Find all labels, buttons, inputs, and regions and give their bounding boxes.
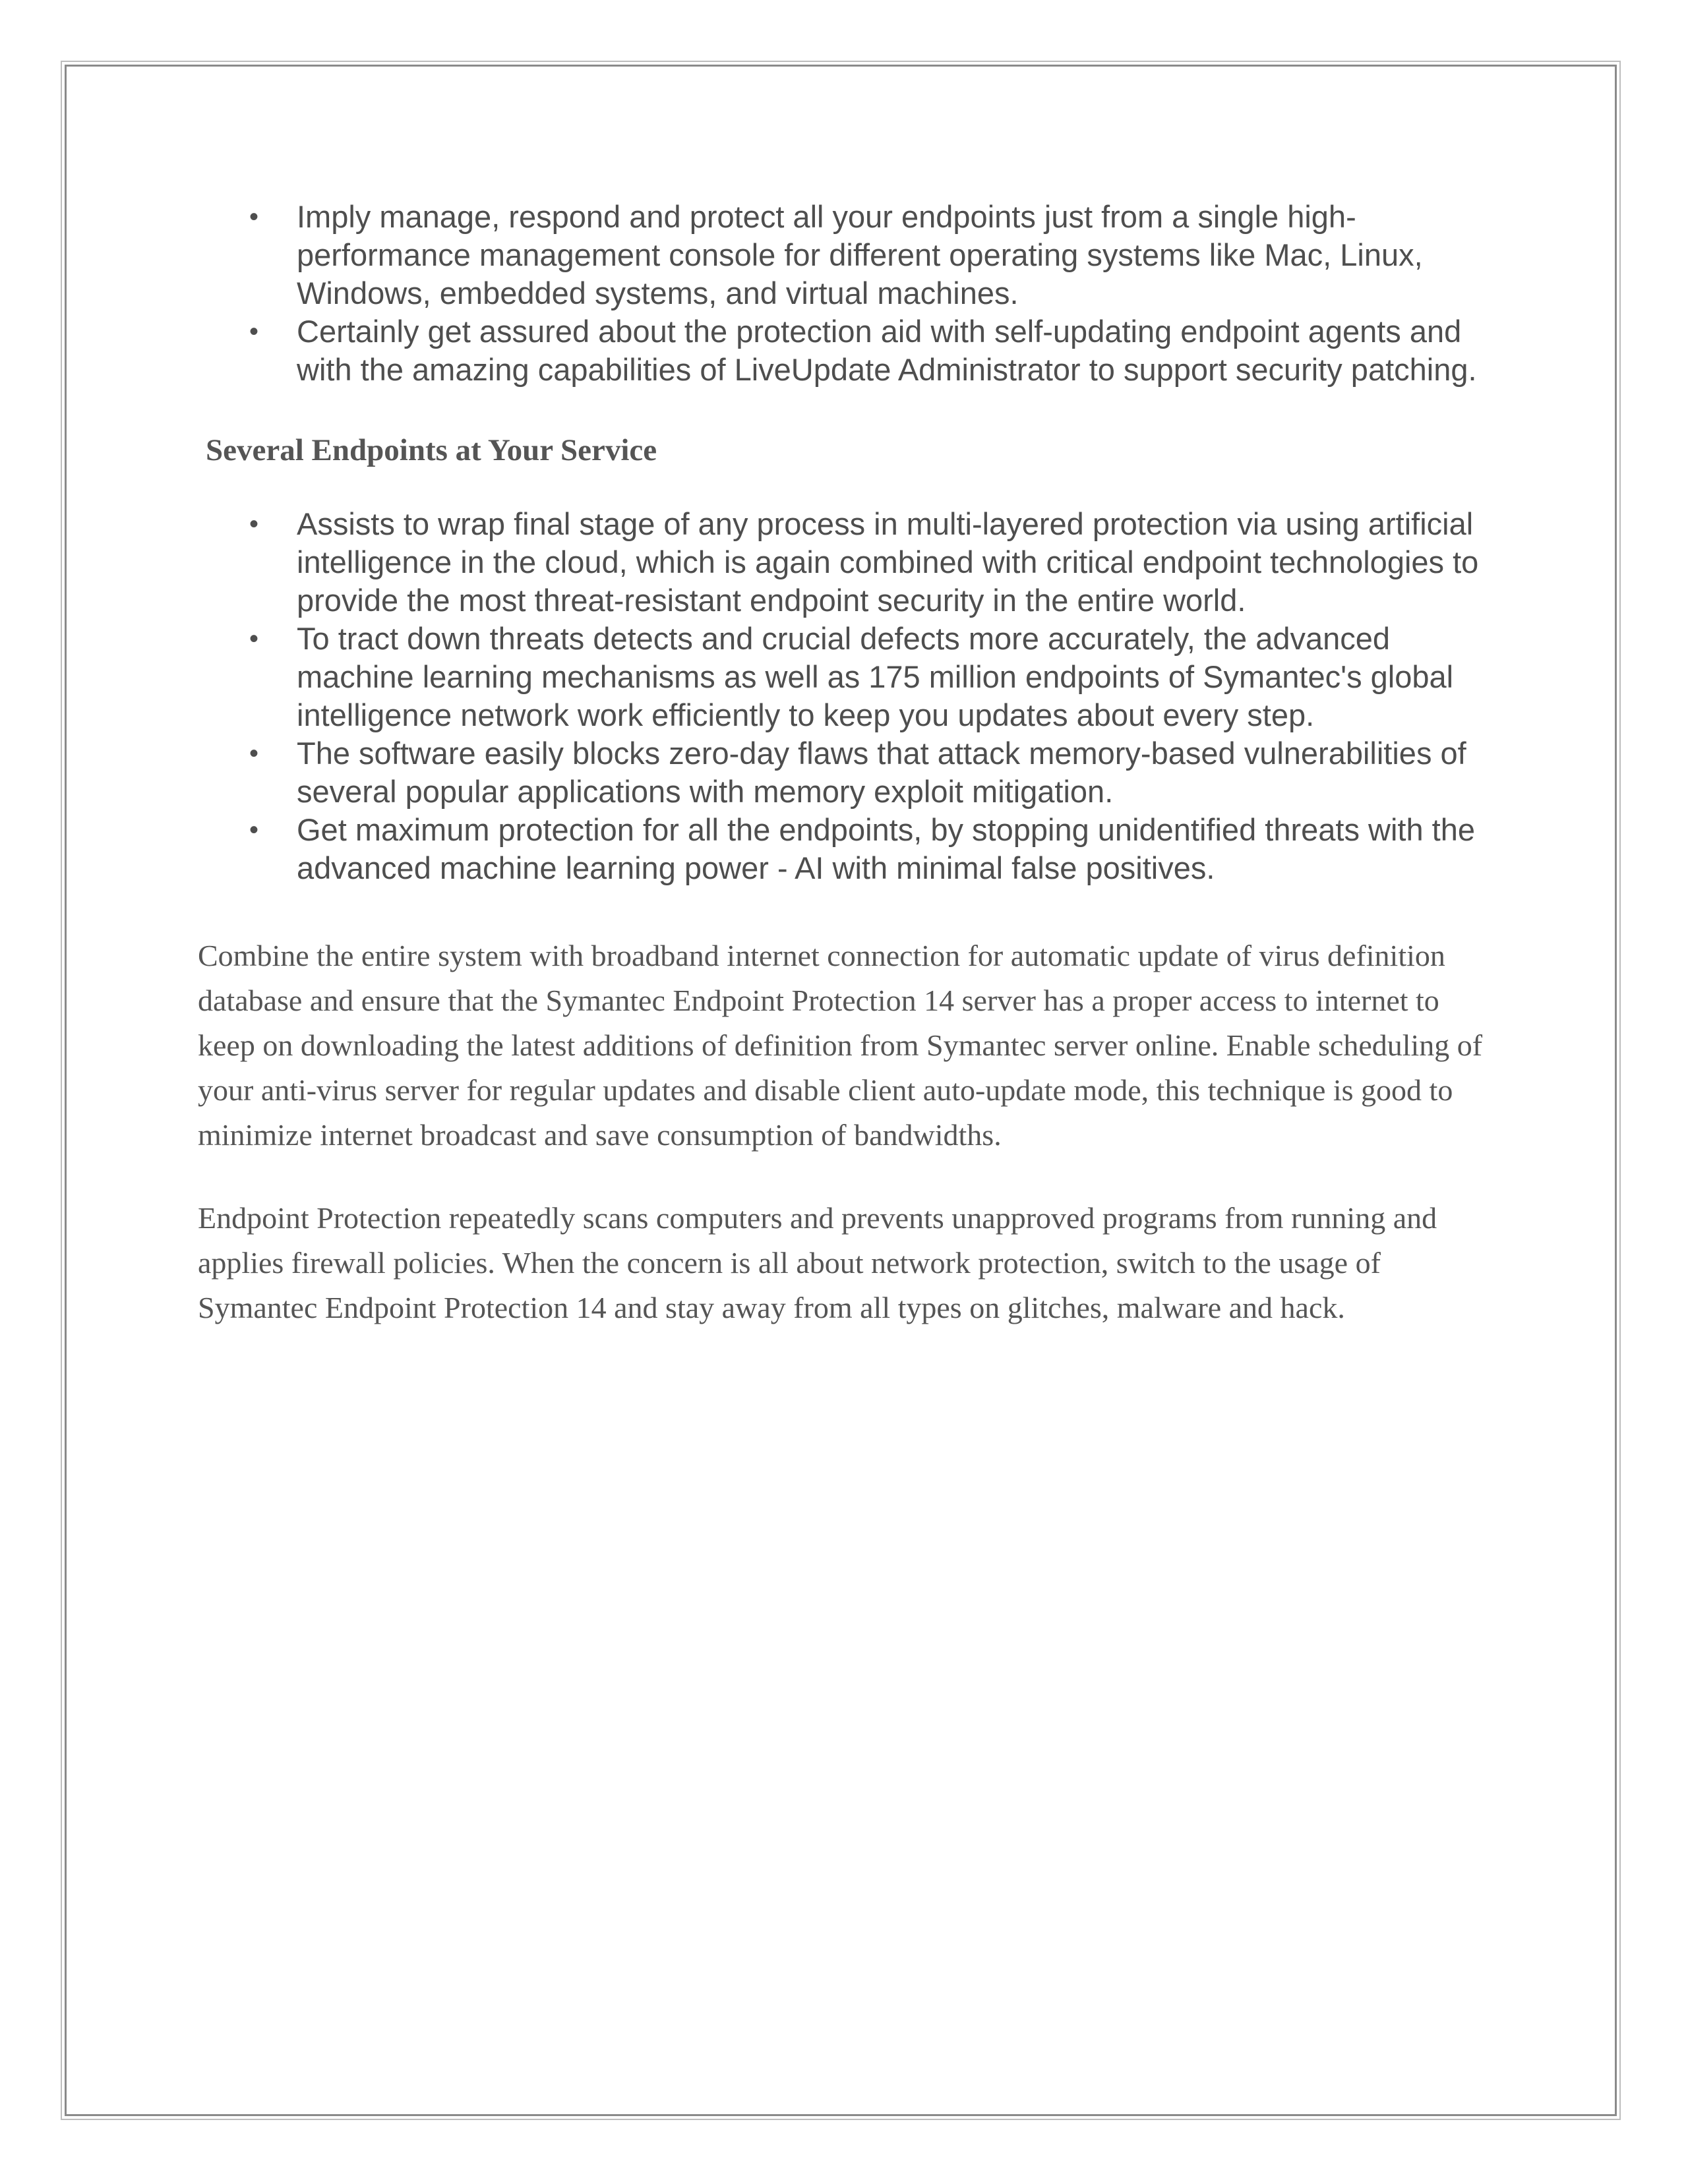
bullet-icon: •	[249, 510, 259, 539]
bullet-icon: •	[249, 202, 259, 231]
bullet-icon: •	[249, 739, 259, 768]
list-item	[198, 312, 1503, 389]
list-item-text: The software easily blocks zero-day flaws that attack memory-based vulnerabilities of several popular applications with memory exploit mitigation.	[297, 736, 1466, 809]
bullet-icon: •	[249, 317, 259, 346]
list-item	[198, 734, 1503, 811]
list-item-text: Assists to wrap final stage of any process in multi-layered protection via using artificial intelligence in the cloud, which is again combined with critical endpoint technologies to provide the most threat-resistant endpoint security in the entire world.	[297, 506, 1479, 618]
bullet-icon: •	[249, 815, 259, 844]
document-body	[198, 198, 1503, 1330]
list-item-text: Certainly get assured about the protection aid with self-updating endpoint agents and with the amazing capabilities of LiveUpdate Administrator to support security patching.	[297, 314, 1477, 387]
list-item	[198, 198, 1503, 312]
list-item-text: To tract down threats detects and crucial defects more accurately, the advanced machine learning mechanisms as well as 175 million endpoints of Symantec's global intelligence network work efficiently to keep you updates about every step.	[297, 621, 1454, 732]
body-paragraph-update: Combine the entire system with broadband internet connection for automatic update of virus definition database and ensure that the Symantec Endpoint Protection 14 server has a proper access to internet to keep on downloading the latest additions of definition from Symantec server online. Enable scheduling of your anti-virus server for regular updates and disable client auto-update mode, this technique is good to minimize internet broadcast and save consumption of bandwidths.	[198, 939, 1483, 1152]
list-item	[198, 811, 1503, 887]
section-heading: Several Endpoints at Your Service	[206, 433, 657, 467]
body-paragraph-protection: Endpoint Protection repeatedly scans computers and prevents unapproved programs from running and applies firewall policies. When the concern is all about network protection, switch to the usage of Symantec Endpoint Protection 14 and stay away from all types on glitches, malware and hack.	[198, 1201, 1437, 1324]
list-item	[198, 620, 1503, 734]
feature-list-one	[198, 198, 1503, 389]
list-item-text: Imply manage, respond and protect all your endpoints just from a single high-performance management console for different operating systems like Mac, Linux, Windows, embedded systems, and virtual machines.	[297, 199, 1423, 310]
list-item	[198, 505, 1503, 620]
list-item-text: Get maximum protection for all the endpoints, by stopping unidentified threats with the advanced machine learning power - AI with minimal false positives.	[297, 812, 1475, 885]
feature-list-two	[198, 505, 1503, 887]
bullet-icon: •	[249, 624, 259, 653]
